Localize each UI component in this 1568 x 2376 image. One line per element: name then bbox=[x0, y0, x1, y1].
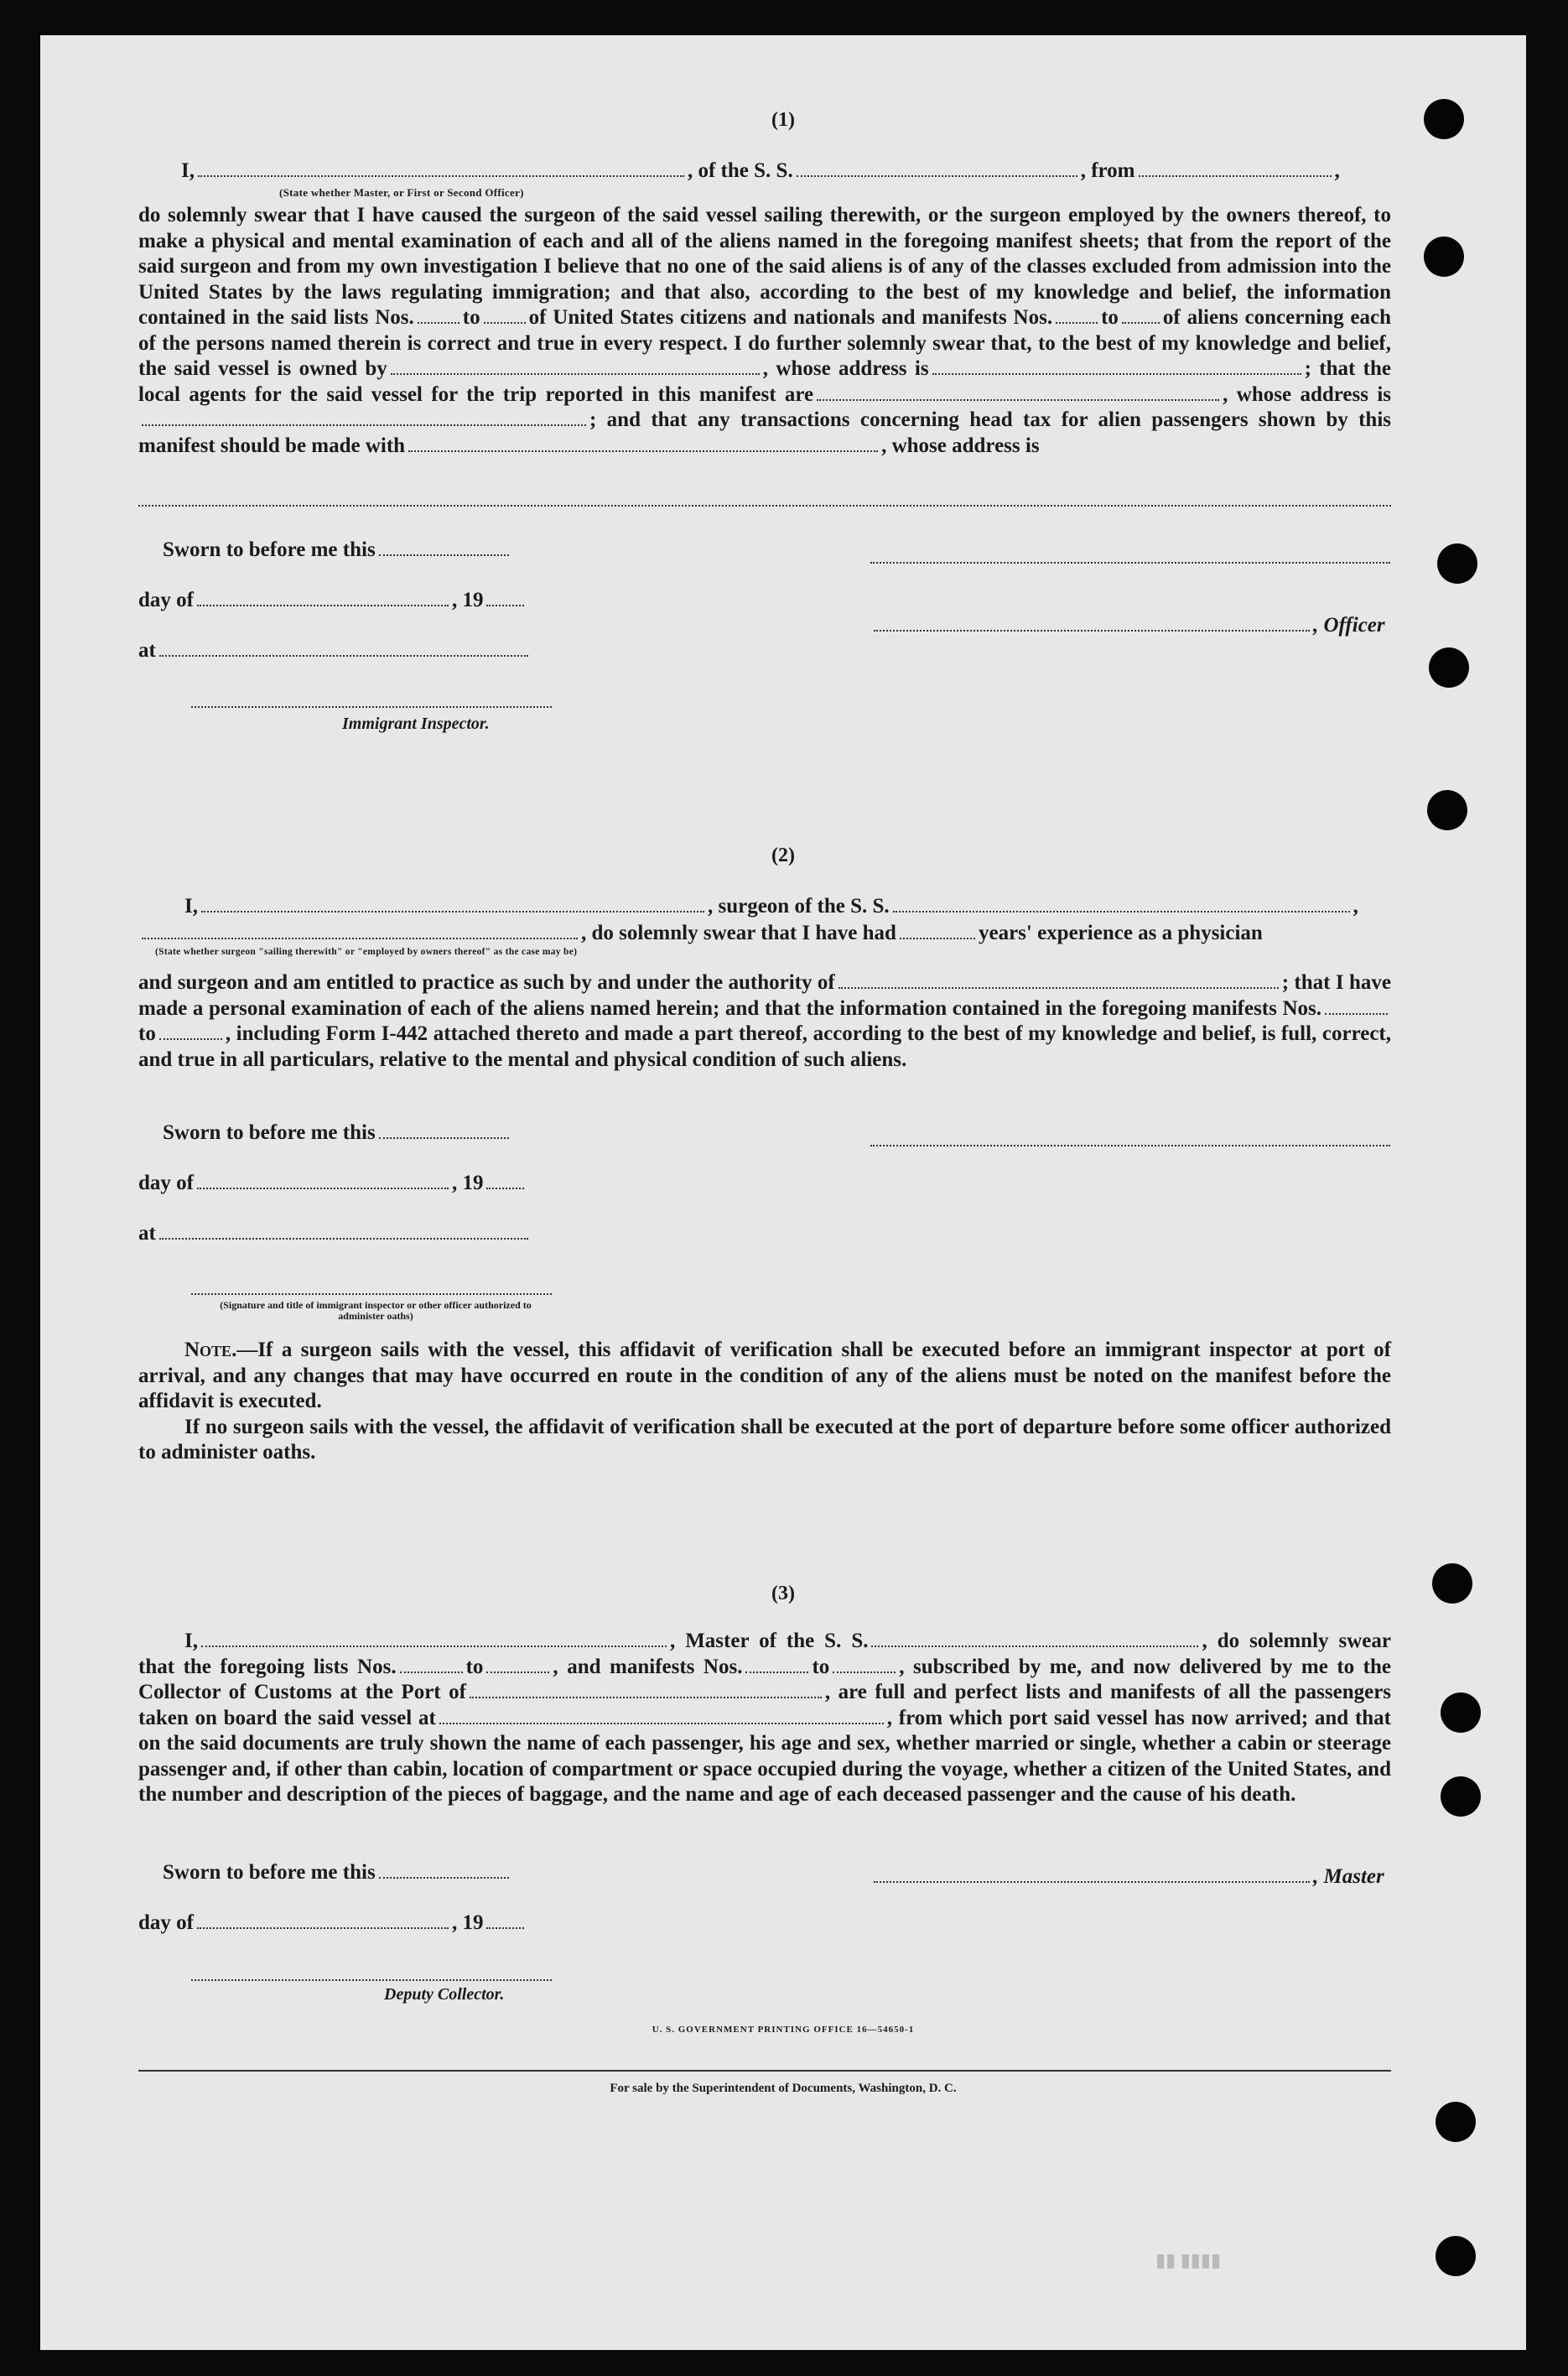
section-3-body: I, , Master of the S. S. , do solemnly swear that the foregoing lists Nos. to , and manifests Nos. to , subscribed by me, and now delivered by me to the Collector of Customs at the Port of , are full and perfect lists and manifests of all the passengers taken on board the said vessel at , from which port said vessel has now arrived; and that on the said documents are truly shown the name of each passenger, his age and sex, whether married or single, whether a cabin or steerage passenger and, if other than cabin, location of compartment or space occupied during the voyage, whether a citizen of the United States, and the number and description of the pieces of baggage, and the name and age of each deceased passenger and the cause of his death. bbox=[138, 1630, 1392, 1806]
oath-officer-signature-line bbox=[191, 1293, 552, 1295]
note-label: Note. bbox=[184, 1339, 237, 1361]
section-1-address-line bbox=[138, 505, 1391, 507]
sworn-line-1: Sworn to before me this bbox=[163, 538, 512, 562]
bleed-through-mark: ▮▮▮▮ ▮▮ bbox=[1155, 2249, 1222, 2270]
day-line-2: day of , 19 bbox=[138, 1172, 527, 1195]
section-2-number: (2) bbox=[771, 845, 795, 866]
sworn-line-3: Sworn to before me this bbox=[163, 1861, 512, 1885]
master-line: , Master bbox=[870, 1865, 1384, 1889]
i-label: I, bbox=[181, 159, 195, 182]
section-2-line-2: , do solemnly swear that I have had years' experience as a physician bbox=[138, 922, 1263, 945]
affidavit-form bbox=[40, 35, 1526, 2350]
officer-caption: (State whether Master, or First or Second Officer) bbox=[279, 186, 524, 199]
day-line-3: day of , 19 bbox=[138, 1911, 527, 1935]
officer-line: , Officer bbox=[870, 614, 1385, 637]
note-block: Note.—If a surgeon sails with the vessel, this affidavit of verification shall be executed before an immigrant inspector at port of arrival, and any changes that may have occurred en route in the condition of any of the aliens must be noted on the manifest before the affidavit is executed. If no surgeon sails with the vessel, the affidavit of verification shall be executed at the port of departure before some officer authorized to administer oaths. bbox=[138, 1339, 1391, 1464]
day-line-1: day of , 19 bbox=[138, 589, 527, 612]
collector-caption: Deputy Collector. bbox=[384, 1985, 505, 2004]
surgeon-caption: (State whether surgeon "sailing therewith" or "employed by owners thereof" as the case may be) bbox=[155, 947, 578, 957]
at-line-2: at bbox=[138, 1222, 532, 1245]
sworn-line-2: Sworn to before me this bbox=[163, 1121, 512, 1145]
oath-officer-caption: (Signature and title of immigrant inspector or other officer authorized to administer oaths) bbox=[220, 1299, 532, 1322]
printer-imprint: U. S. GOVERNMENT PRINTING OFFICE 16—54650-1 bbox=[652, 2025, 915, 2035]
section-1-body: do solemnly swear that I have caused the surgeon of the said vessel sailing therewith, or the surgeon employed by the owners thereof, to make a physical and mental examination of each and all of the aliens named in the foregoing manifest sheets; that from the report of the said surgeon and from my own investigation I believe that no one of the said aliens is of any of the classes excluded from admission into the United States by the laws regulating immigration; and that also, according to the best of my knowledge and belief, the information contained in the said lists Nos. to of United States citizens and nationals and manifests Nos. to of aliens concerning each of the persons named therein is correct and true in every respect. I do further solemnly swear that, to the best of my knowledge and belief, the said vessel is owned by , whose address is ; that the local agents for the said vessel for the trip reported in this manifest are , whose address is; and that any transactions concerning head tax for alien passengers shown by this manifest should be made with , whose address is bbox=[138, 204, 1391, 457]
from-label: , from bbox=[1080, 159, 1135, 182]
section-1-number: (1) bbox=[771, 109, 795, 131]
sale-notice: For sale by the Superintendent of Documents, Washington, D. C. bbox=[610, 2082, 957, 2095]
section-2-line-1: I, , surgeon of the S. S. , bbox=[184, 895, 1358, 918]
inspector-caption: Immigrant Inspector. bbox=[342, 715, 490, 733]
section-1-line-1: I, , of the S. S. , from , bbox=[181, 159, 1340, 182]
section-3-number: (3) bbox=[771, 1583, 795, 1604]
section-2-body: and surgeon and am entitled to practice as such by and under the authority of ; that I have made a personal examination of each of the aliens named herein; and that the information contained in the foregoing manifests Nos.to , including Form I-442 attached thereto and made a part thereof, according to the best of my knowledge and belief, is full, correct, and true in all particulars, relative to the mental and physical condition of such aliens. bbox=[138, 971, 1391, 1071]
surgeon-signature-line bbox=[870, 1145, 1390, 1146]
officer-signature-line bbox=[870, 562, 1390, 564]
ss-label: , of the S. S. bbox=[687, 159, 793, 182]
collector-signature-line bbox=[191, 1979, 552, 1981]
at-line-1: at bbox=[138, 639, 532, 663]
inspector-signature-line bbox=[191, 706, 552, 708]
footer-rule bbox=[138, 2070, 1391, 2072]
document-page bbox=[40, 35, 1526, 2350]
